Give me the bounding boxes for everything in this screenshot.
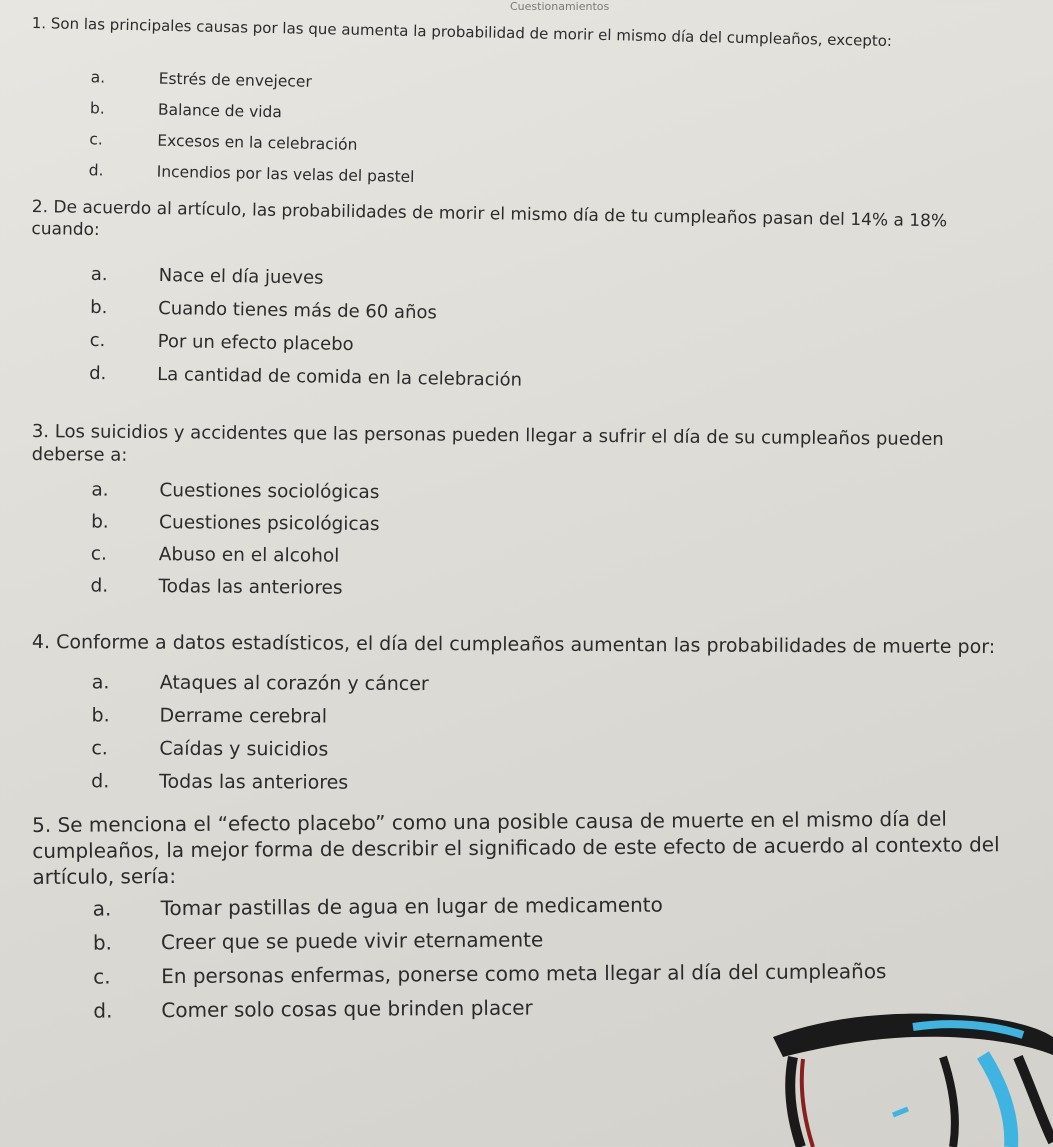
question-2 [31,196,1053,391]
option-d [93,995,532,1024]
option-text: Todas las anteriores [158,576,343,599]
option-c [90,329,354,357]
option-text: Tomar pastillas de agua en lugar de medicamento [160,892,663,921]
option-a [91,263,324,290]
option-c [91,736,328,762]
question-stem: 3. Los suicidios y accidentes que las personas pueden llegar a sufrir el día de su cumpleaños pueden deberse a: [31,420,944,467]
option-text: Cuando tienes más de 60 años [158,297,438,324]
option-c [93,958,886,990]
question-stem: 5. Se menciona el “efecto placebo” como una posible causa de muerte en el mismo día del cumpleaños, la mejor forma de describir el significado de este efecto de acuerdo al contexto del artículo, sería: [32,806,1000,889]
option-text: En personas enfermas, ponerse como meta llegar al día del cumpleaños [161,959,887,989]
option-text: Balance de vida [157,100,283,122]
option-text: Comer solo cosas que brinden placer [161,995,533,1023]
option-letter: a. [90,263,108,286]
option-letter: b. [90,296,108,319]
question-4 [31,630,1053,794]
option-letter: b. [91,511,109,533]
option-letter: b. [89,99,106,118]
option-d [89,362,522,392]
question-stem: 4. Conforme a datos estadísticos, el día del cumpleaños aumentan las probabilidades de muerte por: [31,631,996,659]
question-stem: 2. De acuerdo al artículo, las probabilidades de morir el mismo día de tu cumpleaños pasan del 14% a 18% cuando: [31,196,948,241]
option-letter: a. [92,896,112,921]
option-letter: a. [91,479,109,501]
option-letter: c. [91,737,108,760]
option-text: Creer que se puede vivir eternamente [160,927,544,955]
option-letter: a. [91,671,110,694]
option-text: Caídas y suicidios [159,737,329,761]
option-text: Cuestiones psicológicas [159,512,380,536]
option-b [91,511,380,538]
question-stem: 1. Son las principales causas por las que aumenta la probabilidad de morir el mismo día del cumpleaños, excepto: [31,14,893,51]
option-letter: c. [93,964,111,989]
option-a [92,670,429,696]
option-text: La cantidad de comida en la celebración [157,363,523,391]
option-a [91,479,379,506]
option-text: Excesos en la celebración [157,131,358,154]
option-d [91,769,348,795]
option-text: Cuestiones sociológicas [159,480,380,504]
option-text: Nace el día jueves [158,265,324,289]
question-5 [32,805,1053,1023]
option-text: Incendios por las velas del pastel [156,162,415,187]
option-letter: d. [90,575,109,597]
option-letter: d. [91,770,110,793]
option-letter: d. [89,362,107,385]
option-text: Derrame cerebral [159,704,328,728]
option-text: Estrés de envejecer [158,69,313,91]
page-header: Cuestionamientos [510,0,610,13]
option-c [89,129,357,155]
option-text: Por un efecto placebo [157,330,354,356]
option-letter: d. [88,161,104,180]
option-b [91,703,327,729]
doodle-drawing [753,997,1053,1147]
option-b [90,296,437,325]
question-3 [31,420,1053,599]
option-letter: b. [91,704,110,727]
option-letter: b. [92,930,113,955]
option-letter: a. [90,68,106,87]
option-letter: c. [89,130,104,149]
option-b [93,926,543,955]
option-a [93,892,663,922]
question-1 [31,14,1053,187]
option-c [91,543,340,569]
option-text: Abuso en el alcohol [158,544,340,567]
option-letter: d. [93,998,113,1023]
option-letter: c. [89,329,106,352]
option-letter: c. [90,543,107,565]
option-a [90,67,312,92]
option-text: Todas las anteriores [159,770,349,794]
option-d [89,160,415,187]
option-d [90,575,342,601]
option-text: Ataques al corazón y cáncer [159,671,429,696]
option-b [90,98,282,122]
